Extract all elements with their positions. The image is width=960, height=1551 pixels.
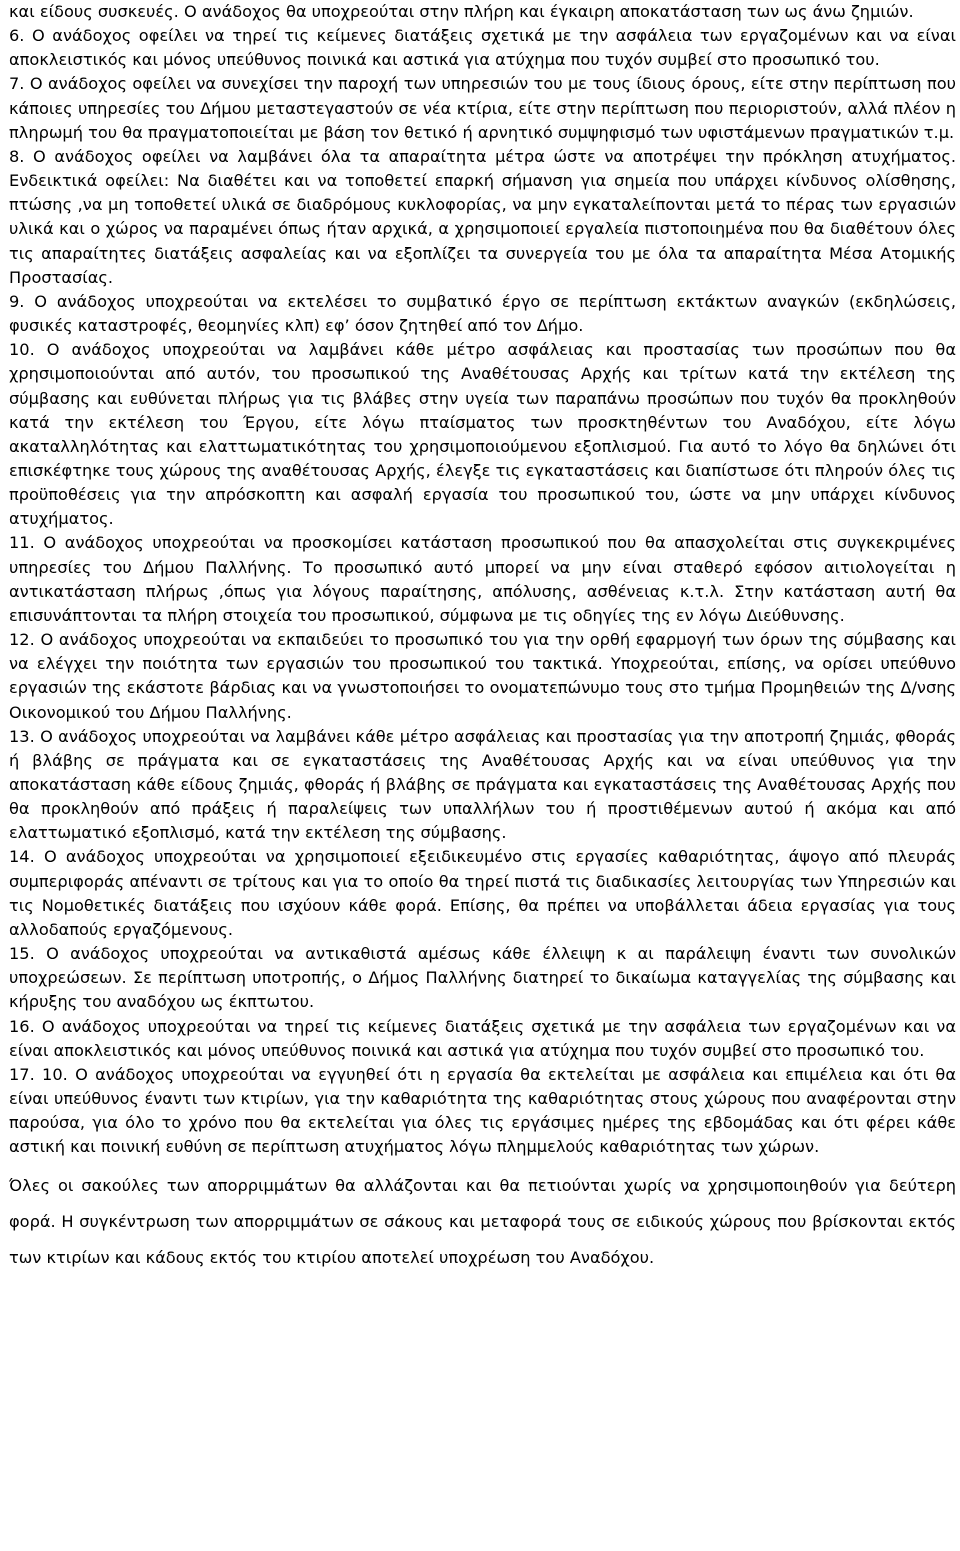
paragraph-item-15: 15. Ο ανάδοχος υποχρεούται να αντικαθιστά αμέσως κάθε έλλειψη κ αι παράλειψη έναντι των συνολικών υποχρεώσεων. Σε περίπτωση υποτροπής, ο Δήμος Παλλήνης διατηρεί το δικαίωμα καταγγελίας της σύμβασης και κήρυξης του αναδόχου ως έκπτωτου. [9,944,956,1012]
document-page [9,0,956,1276]
paragraph-item-8: 8. Ο ανάδοχος οφείλει να λαμβάνει όλα τα απαραίτητα μέτρα ώστε να αποτρέψει την πρόκληση ατυχήματος. Ενδεικτικά οφείλει: Να διαθέτει και να τοποθετεί επαρκή σήμανση για σημεία που υπάρχει κίνδυνος ολίσθησης, πτώσης ,να μη τοποθετεί υλικά σε διαδρόμους κυκλοφορίας, να μην εγκαταλείπονται μετά το πέρας των εργασιών υλικά και ο χώρος να παραμένει όπως ήταν αρχικά, α χρησιμοποιεί εργαλεία πιστοποιημένα που θα διαθέτουν όλες τις απαραίτητες διατάξεις ασφαλείας και να εξοπλίζει τα συνεργεία του με όλα τα απαραίτητα Μέσα Ατομικής Προστασίας. [9,146,956,287]
paragraph-item-16: 16. Ο ανάδοχος υποχρεούται να τηρεί τις κείμενες διατάξεις σχετικά με την ασφάλεια των εργαζομένων και να είναι αποκλειστικός και μόνος υπεύθυνος ποινικά και αστικά για ατύχημα που τυχόν συμβεί στο προσωπικό του. [9,1016,956,1060]
paragraph-item-12: 12. Ο ανάδοχος υποχρεούται να εκπαιδεύει το προσωπικό του για την ορθή εφαρμογή των όρων της σύμβασης και να ελέγχει την ποιότητα των εργασιών του προσωπικού του τακτικά. Υποχρεούται, επίσης, να ορίσει υπεύθυνο εργασιών της εκάστοτε βάρδιας και να γνωστοποιήσει το ονοματεπώνυμο τους στο τμήμα Προμηθειών της Δ/νσης Οικονομικού του Δήμου Παλλήνης. [9,630,956,722]
paragraph-item-10: 10. Ο ανάδοχος υποχρεούται να λαμβάνει κάθε μέτρο ασφάλειας και προστασίας των προσώπων που θα χρησιμοποιούνται από αυτόν, του προσωπικού της Αναθέτουσας Αρχής και τρίτων κατά την εκτέλεση της σύμβασης και ευθύνεται πλήρως για τις βλάβες στην υγεία των παραπάνω προσώπων που τυχόν θα προκληθούν κατά την εκτέλεση του Έργου, είτε λόγω πταίσματος των προσκτηθέντων του Αναδόχου, είτε λόγω ακαταλληλότητας και ελαττωματικότητας του χρησιμοποιούμενου εξοπλισμού. Για αυτό το λόγο θα δηλώνει ότι επισκέφτηκε τους χώρους της αναθέτουσας Αρχής, έλεγξε τις εγκαταστάσεις και διαπίστωσε ότι πληρούν όλες τις προϋποθέσεις για την απρόσκοπτη και ασφαλή εργασία του προσωπικού του, ώστε να μην υπάρχει κίνδυνος ατυχήματος. [9,340,956,529]
paragraph-item-14: 14. Ο ανάδοχος υποχρεούται να χρησιμοποιεί εξειδικευμένο στις εργασίες καθαριότητας, άψογο από πλευράς συμπεριφοράς απέναντι σε τρίτους και για το οποίο θα τηρεί πιστά τις διαδικασίες λειτουργίας των Υπηρεσιών και τις Νομοθετικές διατάξεις που ισχύουν κάθε φορά. Επίσης, θα πρέπει να υποβάλλεται άδεια εργασίας για τους αλλοδαπούς εργαζόμενους. [9,847,956,939]
paragraph-item-9: 9. Ο ανάδοχος υποχρεούται να εκτελέσει το συμβατικό έργο σε περίπτωση εκτάκτων αναγκών (εκδηλώσεις, φυσικές καταστροφές, θεομηνίες κλπ) εφ’ όσον ζητηθεί από τον Δήμο. [9,291,956,336]
paragraph-item-11: 11. Ο ανάδοχος υποχρεούται να προσκομίσει κατάσταση προσωπικού που θα απασχολείται στις συγκεκριμένες υπηρεσίες του Δήμου Παλλήνης. Το προσωπικό αυτό μπορεί να μην είναι σταθερό εφόσον αιτιολογείται η αντικατάσταση πλήρως ,όπως για λόγους παραίτησης, απόλυσης, ασθένειας κ.τ.λ. Στην κατάσταση αυτή θα επισυνάπτονται τα πλήρη στοιχεία του προσωπικού, σύμφωνα με τις οδηγίες της εν λόγω Διεύθυνσης. [9,533,956,625]
paragraph-intro: και είδους συσκευές. Ο ανάδοχος θα υποχρεούται στην πλήρη και έγκαιρη αποκατάσταση των ως άνω ζημιών. [9,2,914,21]
paragraph-item-13: 13. Ο ανάδοχος υποχρεούται να λαμβάνει κάθε μέτρο ασφάλειας και προστασίας για την αποτροπή ζημιάς, φθοράς ή βλάβης σε πράγματα και σε εγκαταστάσεις της Αναθέτουσας Αρχής και να είναι υπεύθυνος για την αποκατάσταση κάθε είδους ζημιάς, φθοράς ή βλάβης σε πράγματα και εγκαταστάσεις της Αναθέτουσας Αρχής που θα προκληθούν από πράξεις ή παραλείψεις των υπαλλήλων του ή προστιθέμενων αυτού ή ακόμα και από ελαττωματικό εξοπλισμό, κατά την εκτέλεση της σύμβασης. [9,726,956,843]
paragraph-item-17: 17. 10. Ο ανάδοχος υποχρεούται να εγγυηθεί ότι η εργασία θα εκτελείται με ασφάλεια και επιμέλεια και ότι θα είναι υπεύθυνος έναντι των κτιρίων, για την καθαριότητα της καθαριότητας στους χώρους που αναφέρονται στην παρούσα, για όλο το χρόνο που θα εκτελείται για όλες τις εργάσιμες ημέρες της εβδομάδας και ότι φέρει κάθε αστική και ποινική ευθύνη σε περίπτωση ατυχήματος λόγω πλημμελούς καθαριότητας των χώρων. [9,1064,956,1157]
paragraph-item-7: 7. Ο ανάδοχος οφείλει να συνεχίσει την παροχή των υπηρεσιών του με τους ίδιους όρους, είτε στην περίπτωση που κάποιες υπηρεσίες του Δήμου μεταστεγαστούν σε νέα κτίρια, είτε στην περίπτωση που περιοριστούν, αλλά πλέον η πληρωμή του θα πραγματοποιείται με βάση τον θετικό ή αρνητικό συμψηφισμό των υφιστάμενων πραγματικών τ.μ. [9,74,956,142]
paragraph-item-6: 6. Ο ανάδοχος οφείλει να τηρεί τις κείμενες διατάξεις σχετικά με την ασφάλεια των εργαζομένων και να είναι αποκλειστικός και μόνος υπεύθυνος ποινικά και αστικά για ατύχημα που τυχόν συμβεί στο προσωπικό του. [9,26,956,70]
closing-paragraph: Όλες οι σακούλες των απορριμμάτων θα αλλάζονται και θα πετιούνται χωρίς να χρησιμοποιηθούν για δεύτερη φορά. Η συγκέντρωση των απορριμμάτων σε σάκους και μεταφορά τους σε ειδικούς χώρους που βρίσκονται εκτός των κτιρίων και κάδους εκτός του κτιρίου αποτελεί υποχρέωση του Αναδόχου. [9,1175,956,1267]
